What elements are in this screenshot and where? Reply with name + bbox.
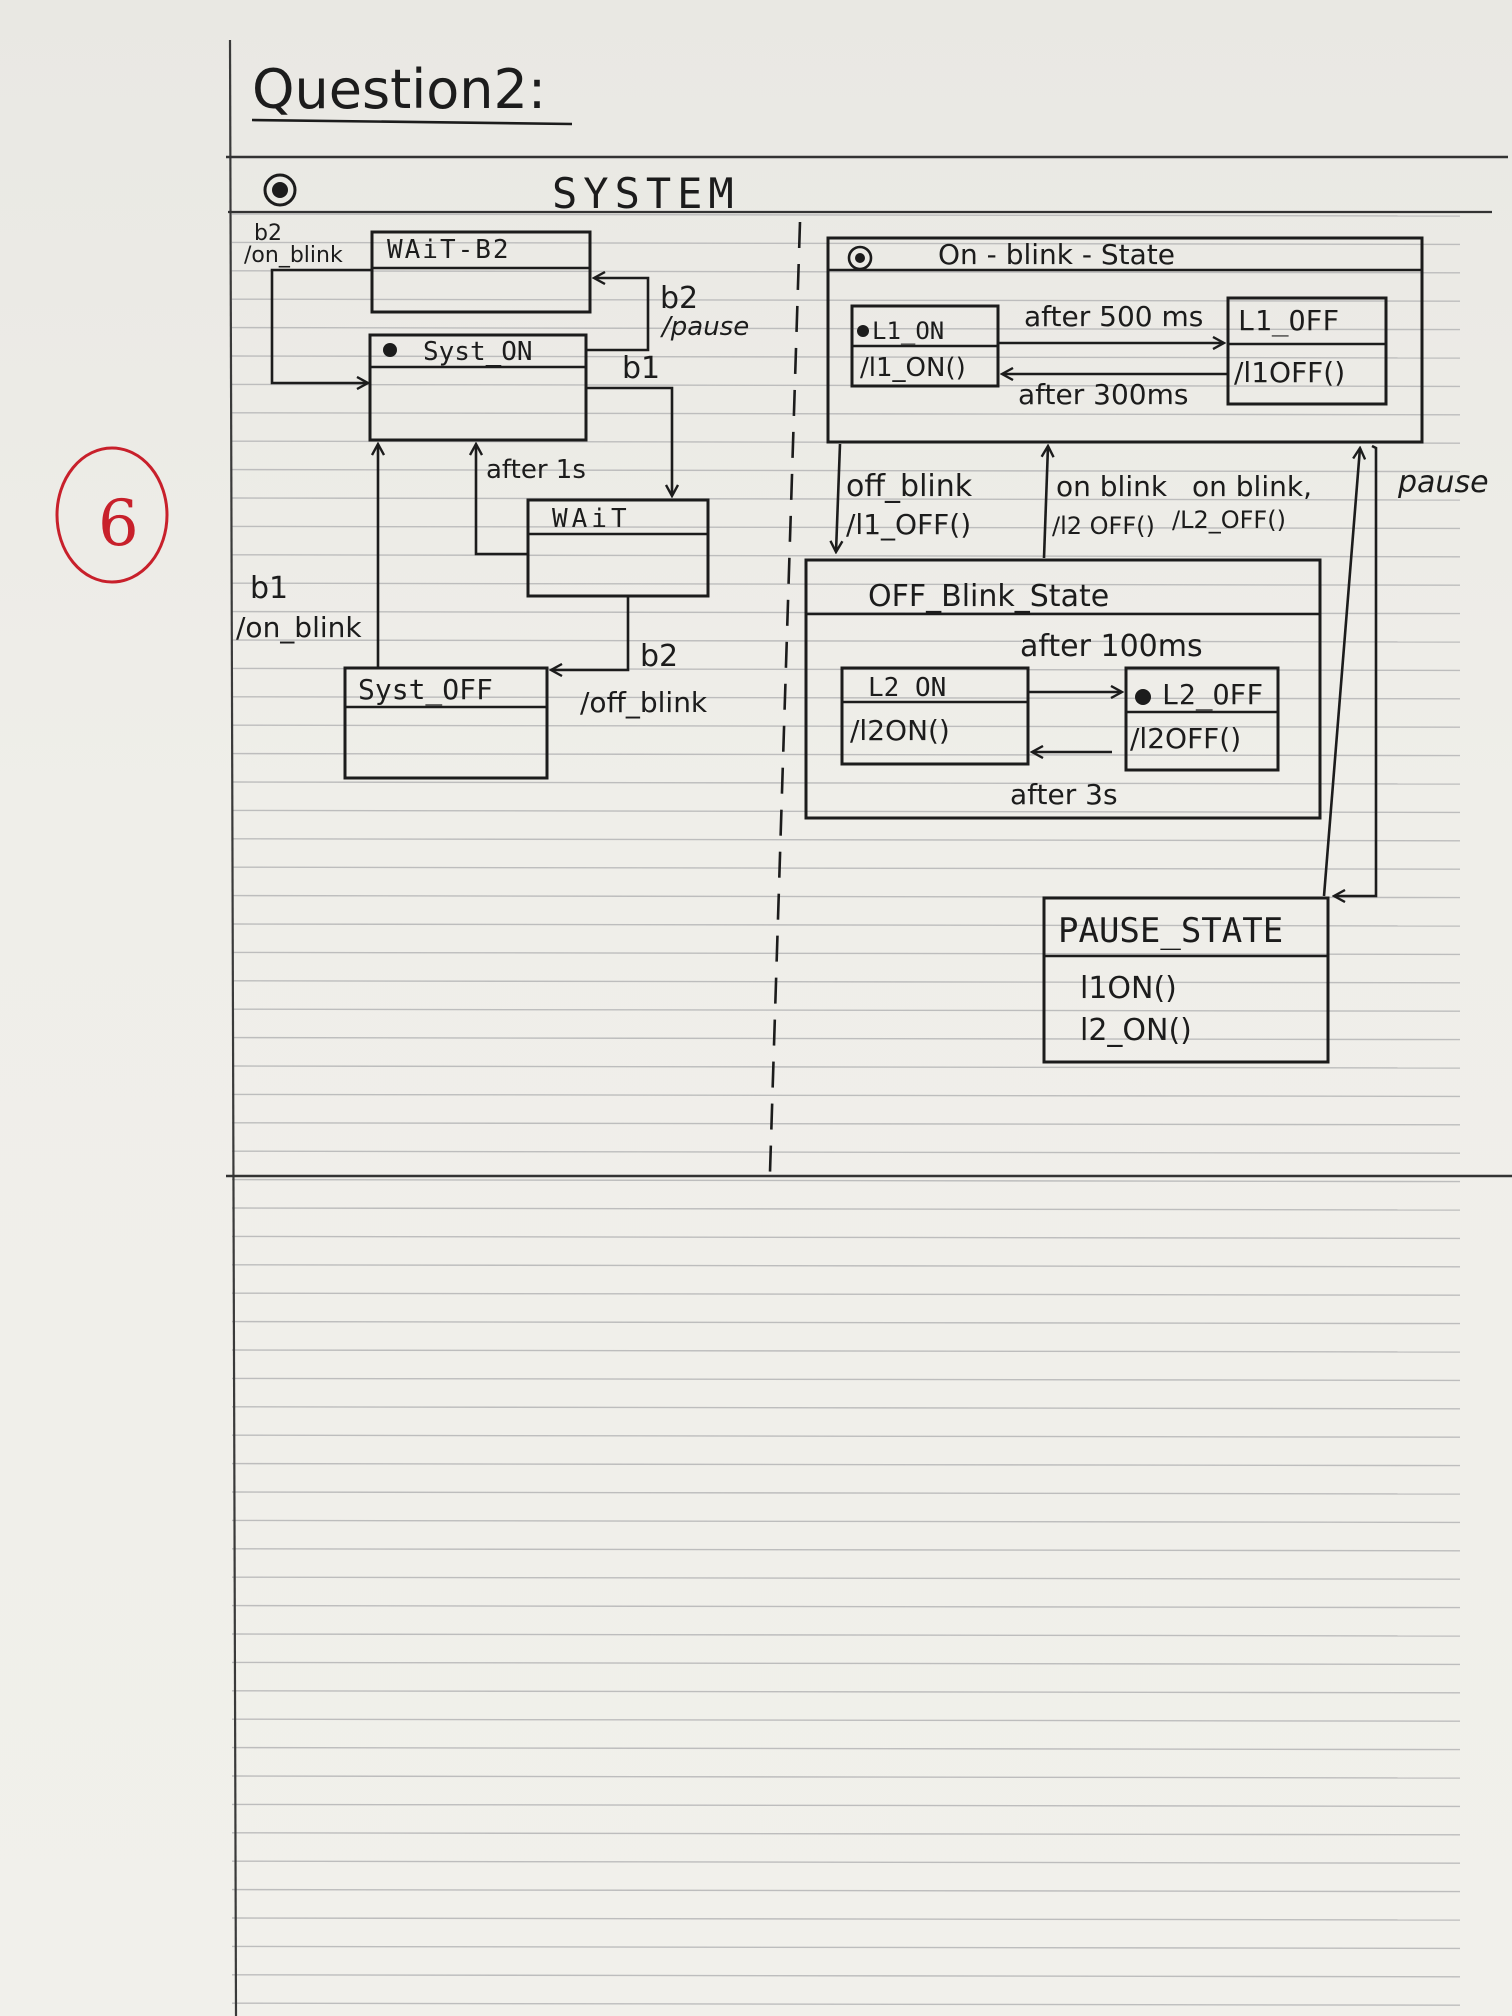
system-history-dot-icon bbox=[272, 182, 288, 198]
ruled-line bbox=[232, 1520, 1460, 1522]
ruled-line bbox=[232, 1009, 1460, 1011]
l1-initial-dot-icon bbox=[857, 325, 869, 337]
ruled-line bbox=[232, 1464, 1460, 1466]
ruled-line bbox=[232, 1606, 1460, 1608]
ruled-line bbox=[232, 1748, 1460, 1750]
ruled-line bbox=[232, 1861, 1460, 1863]
ruled-line bbox=[232, 1180, 1460, 1182]
page-title: Question2: bbox=[252, 58, 547, 121]
on-blink-history-dot-icon bbox=[855, 253, 865, 263]
transition-offblink-to-onblink bbox=[1044, 446, 1048, 558]
ruled-line bbox=[232, 810, 1460, 812]
ruled-line bbox=[232, 1975, 1460, 1977]
t-b1-top: b1 bbox=[622, 351, 661, 386]
t-after-100: after 100ms bbox=[1020, 629, 1203, 664]
state-on-blink-title: On - blink - State bbox=[938, 238, 1176, 271]
ruled-line bbox=[232, 1946, 1460, 1948]
state-l2-off-action: /l2OFF() bbox=[1130, 722, 1242, 755]
state-l1-off-action: /l1OFF() bbox=[1234, 356, 1346, 389]
ruled-line bbox=[232, 1804, 1460, 1806]
transition-onblink-to-offblink bbox=[836, 444, 840, 552]
transition-wait-to-systoff bbox=[551, 596, 628, 670]
state-wait-name: WAiT bbox=[552, 504, 631, 534]
ruled-line bbox=[232, 1918, 1460, 1920]
ruled-line bbox=[232, 583, 1460, 585]
ruled-line bbox=[232, 1577, 1460, 1579]
ruled-line bbox=[232, 1322, 1460, 1324]
t-on-blink1-event: on blink bbox=[1056, 470, 1168, 503]
ruled-line bbox=[232, 1549, 1460, 1551]
state-wait-b2-name: WAiT-B2 bbox=[387, 235, 511, 265]
ruled-line bbox=[232, 725, 1460, 727]
grade-value: 6 bbox=[98, 487, 139, 561]
t-b2-off-action: /off_blink bbox=[580, 686, 708, 719]
ruled-line bbox=[232, 1293, 1460, 1295]
ruled-line bbox=[232, 1151, 1460, 1153]
ruled-line bbox=[232, 1265, 1460, 1267]
ruled-line bbox=[232, 1719, 1460, 1721]
ruled-line bbox=[232, 1236, 1460, 1238]
ruled-line bbox=[232, 1691, 1460, 1693]
ruled-line bbox=[232, 1833, 1460, 1835]
ruled-line bbox=[232, 1038, 1460, 1040]
ruled-line bbox=[232, 413, 1460, 415]
ruled-line bbox=[232, 1208, 1460, 1210]
t-on-blink2-event: on blink, bbox=[1192, 470, 1312, 503]
state-syst-on-name: Syst_ON bbox=[423, 337, 533, 367]
state-pause-action1: l1ON() bbox=[1080, 971, 1177, 1006]
state-pause-action2: l2_ON() bbox=[1080, 1013, 1192, 1048]
state-l1-on-action: /l1_ON() bbox=[860, 353, 966, 383]
state-l1-off-name: L1_OFF bbox=[1238, 304, 1340, 337]
t-b2-onblink-event: b2 bbox=[254, 221, 282, 246]
transition-waitb2-to-syston bbox=[272, 270, 372, 383]
ruled-line bbox=[232, 782, 1460, 784]
ruled-line bbox=[232, 1123, 1460, 1125]
transition-pause-to-onblink bbox=[1324, 448, 1360, 896]
ruled-line bbox=[232, 867, 1460, 869]
t-on-blink2-action: /L2_OFF() bbox=[1172, 506, 1286, 534]
t-after-3s: after 3s bbox=[1010, 778, 1118, 811]
t-b1-bottom-action: /on_blink bbox=[236, 611, 362, 644]
t-off-blink-action: /l1_OFF() bbox=[846, 508, 972, 541]
t-b2-pause-action: /pause bbox=[662, 312, 750, 342]
t-after-1s: after 1s bbox=[486, 455, 586, 485]
ruled-line bbox=[232, 2003, 1460, 2005]
system-label: SYSTEM bbox=[552, 169, 740, 218]
t-off-blink-event: off_blink bbox=[846, 469, 973, 504]
state-l2-on-action: /l2ON() bbox=[850, 714, 950, 747]
l2-initial-dot-icon bbox=[1135, 689, 1151, 705]
ruled-line bbox=[232, 1634, 1460, 1636]
t-b1-bottom-event: b1 bbox=[250, 571, 289, 606]
ruled-line bbox=[232, 1378, 1460, 1380]
ruled-line bbox=[232, 1890, 1460, 1892]
ruled-line bbox=[232, 1350, 1460, 1352]
state-syst-off-name: Syst_OFF bbox=[358, 673, 493, 706]
ruled-line bbox=[232, 640, 1460, 642]
initial-state-dot-icon bbox=[383, 343, 397, 357]
t-after-500: after 500 ms bbox=[1024, 300, 1204, 333]
ruled-line bbox=[232, 981, 1460, 983]
transition-syston-to-waitb2 bbox=[586, 278, 648, 350]
ruled-line bbox=[232, 214, 1460, 216]
t-after-300: after 300ms bbox=[1018, 378, 1189, 411]
ruled-line bbox=[232, 1094, 1460, 1096]
ruled-line bbox=[232, 1662, 1460, 1664]
state-l2-on-name: L2_ON bbox=[868, 673, 947, 703]
t-pause: pause bbox=[1398, 465, 1489, 500]
t-b2-off-event: b2 bbox=[640, 639, 679, 674]
ruled-line bbox=[232, 754, 1460, 756]
state-off-blink-title: OFF_Blink_State bbox=[868, 579, 1110, 614]
ruled-line bbox=[232, 555, 1460, 557]
ruled-line bbox=[232, 1066, 1460, 1068]
ruled-line bbox=[232, 1492, 1460, 1494]
ruled-line bbox=[232, 1435, 1460, 1437]
t-b2-pause-event: b2 bbox=[660, 281, 699, 316]
state-pause-name: PAUSE_STATE bbox=[1058, 911, 1284, 951]
ruled-line bbox=[232, 1407, 1460, 1409]
state-l2-off-name: L2_OFF bbox=[1162, 678, 1264, 711]
t-on-blink1-action: /l2 OFF() bbox=[1052, 512, 1155, 540]
ruled-line bbox=[232, 839, 1460, 841]
t-b2-onblink-action: /on_blink bbox=[244, 243, 343, 268]
state-l1-on-name: L1_ON bbox=[872, 317, 945, 345]
ruled-line bbox=[232, 952, 1460, 954]
ruled-line bbox=[232, 1776, 1460, 1778]
